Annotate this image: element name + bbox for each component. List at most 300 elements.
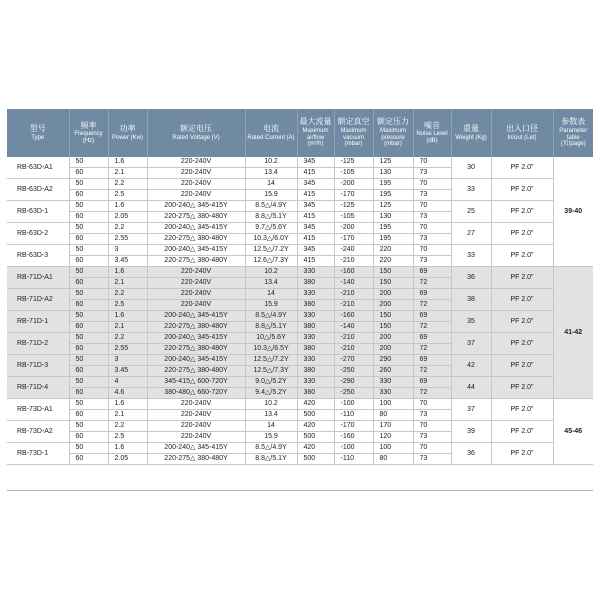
frequency-value: 50 <box>69 223 108 234</box>
noise-level-value: 73 <box>413 256 451 267</box>
max-pressure-value: 200 <box>373 344 413 355</box>
noise-level-value: 72 <box>413 322 451 333</box>
header-frequency-cn: 频率 <box>80 120 97 130</box>
noise-level-value: 70 <box>413 245 451 256</box>
model-type: RB-63D-2 <box>7 223 69 245</box>
max-vacuum-value: -210 <box>334 300 373 311</box>
header-parameter-table <box>553 109 593 157</box>
max-vacuum-value: -240 <box>334 245 373 256</box>
max-pressure-value: 195 <box>373 179 413 190</box>
table-row <box>7 311 593 322</box>
spec-body <box>7 157 593 465</box>
model-type: RB-63D-A1 <box>7 157 69 179</box>
rated-voltage-value: 220-240V <box>147 278 245 289</box>
header-rated-current <box>245 109 297 157</box>
header-frequency-en: Frequency (Hz) <box>74 131 103 144</box>
power-value: 2.2 <box>108 333 147 344</box>
model-type: RB-63D-1 <box>7 201 69 223</box>
weight-value: 25 <box>451 201 491 223</box>
header-power-en: Power (Kw) <box>111 134 143 141</box>
max-airflow-value: 420 <box>297 421 334 432</box>
model-type: RB-63D-3 <box>7 245 69 267</box>
header-type <box>7 109 69 157</box>
frequency-value: 60 <box>69 190 108 201</box>
header-in-out-en: In/out (Let) <box>507 134 537 141</box>
model-type: RB-71D-1 <box>7 311 69 333</box>
max-vacuum-value: -270 <box>334 355 373 366</box>
table-row <box>7 245 593 256</box>
parameter-page-value: 45-46 <box>553 399 593 465</box>
max-airflow-value: 420 <box>297 443 334 454</box>
max-airflow-value: 500 <box>297 432 334 443</box>
rated-voltage-value: 220-275△ 380-480Y <box>147 322 245 333</box>
rated-voltage-value: 220-240V <box>147 168 245 179</box>
table-row <box>7 223 593 234</box>
table-bottom-rule <box>7 490 593 491</box>
max-vacuum-value: -170 <box>334 190 373 201</box>
power-value: 4.6 <box>108 388 147 399</box>
in-out-value: PF 2.0" <box>491 333 553 355</box>
max-pressure-value: 200 <box>373 333 413 344</box>
frequency-value: 60 <box>69 432 108 443</box>
max-airflow-value: 415 <box>297 256 334 267</box>
rated-current-value: 8.5△/4.9Y <box>245 201 297 212</box>
rated-current-value: 10.2 <box>245 267 297 278</box>
noise-level-value: 70 <box>413 443 451 454</box>
rated-voltage-value: 220-240V <box>147 267 245 278</box>
rated-current-value: 8.5△/4.9Y <box>245 443 297 454</box>
table-row <box>7 333 593 344</box>
rated-voltage-value: 200-240△ 345-415Y <box>147 355 245 366</box>
header-max-vacuum <box>334 109 373 157</box>
in-out-value: PF 2.0" <box>491 443 553 465</box>
rated-voltage-value: 220-275△ 380-480Y <box>147 344 245 355</box>
frequency-value: 60 <box>69 344 108 355</box>
weight-value: 27 <box>451 223 491 245</box>
noise-level-value: 69 <box>413 333 451 344</box>
frequency-value: 50 <box>69 289 108 300</box>
max-vacuum-value: -125 <box>334 157 373 168</box>
max-airflow-value: 330 <box>297 377 334 388</box>
noise-level-value: 70 <box>413 179 451 190</box>
rated-current-value: 12.6△/7.3Y <box>245 256 297 267</box>
parameter-page-value: 41-42 <box>553 267 593 399</box>
max-vacuum-value: -100 <box>334 399 373 410</box>
rated-voltage-value: 200-240△ 345-415Y <box>147 311 245 322</box>
max-vacuum-value: -210 <box>334 333 373 344</box>
header-power <box>108 109 147 157</box>
rated-voltage-value: 200-240△ 345-415Y <box>147 443 245 454</box>
weight-value: 30 <box>451 157 491 179</box>
frequency-value: 60 <box>69 168 108 179</box>
max-vacuum-value: -210 <box>334 256 373 267</box>
max-pressure-value: 260 <box>373 366 413 377</box>
in-out-value: PF 2.0" <box>491 399 553 421</box>
in-out-value: PF 2.0" <box>491 377 553 399</box>
rated-voltage-value: 200-240△ 345-415Y <box>147 201 245 212</box>
header-weight-en: Weight (Kg) <box>455 134 487 141</box>
weight-value: 35 <box>451 311 491 333</box>
frequency-value: 50 <box>69 421 108 432</box>
model-type: RB-71D-4 <box>7 377 69 399</box>
noise-level-value: 69 <box>413 289 451 300</box>
header-weight-cn: 重量 <box>463 123 479 133</box>
in-out-value: PF 2.0" <box>491 311 553 333</box>
noise-level-value: 72 <box>413 344 451 355</box>
power-value: 2.05 <box>108 454 147 465</box>
power-value: 2.1 <box>108 278 147 289</box>
max-airflow-value: 380 <box>297 322 334 333</box>
rated-current-value: 13.4 <box>245 168 297 179</box>
model-type: RB-71D-3 <box>7 355 69 377</box>
max-vacuum-value: -160 <box>334 432 373 443</box>
header-max-airflow-cn: 最大流量 <box>299 117 332 127</box>
frequency-value: 50 <box>69 267 108 278</box>
rated-voltage-value: 200-240△ 345-415Y <box>147 333 245 344</box>
max-airflow-value: 415 <box>297 190 334 201</box>
power-value: 2.2 <box>108 421 147 432</box>
rated-voltage-value: 220-275△ 380-480Y <box>147 234 245 245</box>
weight-value: 44 <box>451 377 491 399</box>
noise-level-value: 73 <box>413 432 451 443</box>
max-airflow-value: 330 <box>297 333 334 344</box>
parameter-page-value: 39-40 <box>553 157 593 267</box>
max-airflow-value: 500 <box>297 454 334 465</box>
max-pressure-value: 130 <box>373 212 413 223</box>
model-type: RB-71D-A1 <box>7 267 69 289</box>
noise-level-value: 70 <box>413 399 451 410</box>
in-out-value: PF 2.0" <box>491 267 553 289</box>
rated-current-value: 12.5△/7.2Y <box>245 245 297 256</box>
table-row <box>7 157 593 168</box>
max-vacuum-value: -110 <box>334 410 373 421</box>
max-vacuum-value: -110 <box>334 454 373 465</box>
header-weight <box>451 109 491 157</box>
max-vacuum-value: -210 <box>334 289 373 300</box>
power-value: 2.5 <box>108 190 147 201</box>
max-airflow-value: 380 <box>297 278 334 289</box>
max-airflow-value: 380 <box>297 366 334 377</box>
header-parameter-table-en: Parameter table (页/page) <box>559 128 588 148</box>
weight-value: 42 <box>451 355 491 377</box>
rated-voltage-value: 220-240V <box>147 421 245 432</box>
header-power-cn: 功率 <box>119 123 136 133</box>
rated-voltage-value: 200-240△ 345-415Y <box>147 223 245 234</box>
header-max-pressure <box>373 109 413 157</box>
max-pressure-value: 150 <box>373 278 413 289</box>
max-pressure-value: 150 <box>373 322 413 333</box>
max-pressure-value: 195 <box>373 190 413 201</box>
header-frequency <box>69 109 108 157</box>
max-pressure-value: 220 <box>373 256 413 267</box>
max-pressure-value: 195 <box>373 234 413 245</box>
rated-voltage-value: 200-240△ 345-415Y <box>147 245 245 256</box>
max-pressure-value: 125 <box>373 157 413 168</box>
frequency-value: 60 <box>69 322 108 333</box>
max-airflow-value: 380 <box>297 300 334 311</box>
table-row <box>7 355 593 366</box>
weight-value: 37 <box>451 399 491 421</box>
frequency-value: 60 <box>69 234 108 245</box>
noise-level-value: 73 <box>413 190 451 201</box>
table-row <box>7 399 593 410</box>
header-in-out <box>491 109 553 157</box>
rated-voltage-value: 220-240V <box>147 399 245 410</box>
rated-current-value: 13.4 <box>245 278 297 289</box>
frequency-value: 50 <box>69 355 108 366</box>
max-airflow-value: 345 <box>297 223 334 234</box>
frequency-value: 50 <box>69 443 108 454</box>
frequency-value: 60 <box>69 256 108 267</box>
frequency-value: 50 <box>69 333 108 344</box>
max-airflow-value: 345 <box>297 157 334 168</box>
frequency-value: 60 <box>69 300 108 311</box>
max-vacuum-value: -105 <box>334 212 373 223</box>
in-out-value: PF 2.0" <box>491 179 553 201</box>
power-value: 2.2 <box>108 223 147 234</box>
header-max-vacuum-cn: 额定真空 <box>337 117 370 127</box>
max-pressure-value: 130 <box>373 168 413 179</box>
max-airflow-value: 415 <box>297 168 334 179</box>
table-row <box>7 179 593 190</box>
header-row <box>7 109 593 157</box>
table-row <box>7 443 593 454</box>
max-pressure-value: 120 <box>373 432 413 443</box>
header-rated-current-en: Rated Current (A) <box>247 134 295 141</box>
frequency-value: 50 <box>69 399 108 410</box>
power-value: 2.1 <box>108 410 147 421</box>
model-type: RB-63D-A2 <box>7 179 69 201</box>
weight-value: 38 <box>451 289 491 311</box>
power-value: 2.5 <box>108 300 147 311</box>
rated-current-value: 9.0△/5.2Y <box>245 377 297 388</box>
rated-voltage-value: 345-415△ 600-720Y <box>147 377 245 388</box>
max-vacuum-value: -250 <box>334 388 373 399</box>
noise-level-value: 70 <box>413 157 451 168</box>
header-type-cn: 型号 <box>29 123 46 133</box>
rated-current-value: 12.5△/7.3Y <box>245 366 297 377</box>
model-type: RB-73D-1 <box>7 443 69 465</box>
in-out-value: PF 2.0" <box>491 223 553 245</box>
power-value: 1.6 <box>108 311 147 322</box>
max-pressure-value: 170 <box>373 421 413 432</box>
max-vacuum-value: -170 <box>334 421 373 432</box>
rated-voltage-value: 220-275△ 380-480Y <box>147 366 245 377</box>
max-airflow-value: 330 <box>297 289 334 300</box>
frequency-value: 50 <box>69 377 108 388</box>
rated-current-value: 12.5△/7.2Y <box>245 355 297 366</box>
header-rated-voltage-en: Rated Voltage (V) <box>172 134 220 141</box>
max-vacuum-value: -160 <box>334 267 373 278</box>
noise-level-value: 69 <box>413 377 451 388</box>
max-pressure-value: 330 <box>373 388 413 399</box>
max-pressure-value: 125 <box>373 201 413 212</box>
noise-level-value: 73 <box>413 212 451 223</box>
weight-value: 33 <box>451 179 491 201</box>
power-value: 3.45 <box>108 366 147 377</box>
model-type: RB-71D-2 <box>7 333 69 355</box>
rated-current-value: 15.9 <box>245 432 297 443</box>
rated-current-value: 9.4△/5.2Y <box>245 388 297 399</box>
in-out-value: PF 2.0" <box>491 157 553 179</box>
power-value: 3 <box>108 245 147 256</box>
rated-voltage-value: 220-240V <box>147 410 245 421</box>
power-value: 3 <box>108 355 147 366</box>
noise-level-value: 70 <box>413 223 451 234</box>
noise-level-value: 73 <box>413 234 451 245</box>
rated-current-value: 8.8△/5.1Y <box>245 322 297 333</box>
max-vacuum-value: -170 <box>334 234 373 245</box>
max-pressure-value: 150 <box>373 267 413 278</box>
header-parameter-table-cn: 参数表 <box>561 117 586 127</box>
max-pressure-value: 330 <box>373 377 413 388</box>
noise-level-value: 73 <box>413 168 451 179</box>
rated-voltage-value: 380-480△ 660-720Y <box>147 388 245 399</box>
max-vacuum-value: -100 <box>334 443 373 454</box>
rated-current-value: 9.7△/5.6Y <box>245 223 297 234</box>
header-rated-voltage <box>147 109 245 157</box>
header-max-vacuum-en: Maximum vacuum (mbar) <box>340 128 367 148</box>
frequency-value: 50 <box>69 311 108 322</box>
max-vacuum-value: -200 <box>334 179 373 190</box>
max-vacuum-value: -200 <box>334 223 373 234</box>
header-noise-level-cn: 噪音 <box>424 120 440 130</box>
max-airflow-value: 500 <box>297 410 334 421</box>
rated-voltage-value: 220-275△ 380-480Y <box>147 212 245 223</box>
max-pressure-value: 220 <box>373 245 413 256</box>
in-out-value: PF 2.0" <box>491 245 553 267</box>
noise-level-value: 69 <box>413 267 451 278</box>
frequency-value: 60 <box>69 278 108 289</box>
table-row <box>7 421 593 432</box>
noise-level-value: 70 <box>413 421 451 432</box>
max-airflow-value: 380 <box>297 344 334 355</box>
max-airflow-value: 330 <box>297 355 334 366</box>
max-airflow-value: 420 <box>297 399 334 410</box>
table-row <box>7 289 593 300</box>
noise-level-value: 72 <box>413 300 451 311</box>
max-pressure-value: 200 <box>373 289 413 300</box>
model-type: RB-73D-A2 <box>7 421 69 443</box>
noise-level-value: 72 <box>413 388 451 399</box>
spec-table <box>7 109 593 465</box>
max-pressure-value: 150 <box>373 311 413 322</box>
power-value: 4 <box>108 377 147 388</box>
rated-current-value: 13.4 <box>245 410 297 421</box>
in-out-value: PF 2.0" <box>491 421 553 443</box>
max-airflow-value: 345 <box>297 201 334 212</box>
max-vacuum-value: -210 <box>334 344 373 355</box>
power-value: 1.6 <box>108 157 147 168</box>
frequency-value: 60 <box>69 410 108 421</box>
noise-level-value: 70 <box>413 201 451 212</box>
noise-level-value: 69 <box>413 311 451 322</box>
header-noise-level-en: Noise Level (dB) <box>416 131 448 144</box>
frequency-value: 50 <box>69 179 108 190</box>
rated-voltage-value: 220-240V <box>147 432 245 443</box>
frequency-value: 50 <box>69 201 108 212</box>
header-in-out-cn: 出入口径 <box>506 123 538 133</box>
power-value: 1.6 <box>108 399 147 410</box>
max-pressure-value: 100 <box>373 399 413 410</box>
header-max-pressure-en: Maximum pressure (mbar) <box>379 128 406 148</box>
weight-value: 39 <box>451 421 491 443</box>
rated-voltage-value: 220-240V <box>147 300 245 311</box>
rated-voltage-value: 220-240V <box>147 179 245 190</box>
table-row <box>7 267 593 278</box>
max-pressure-value: 80 <box>373 454 413 465</box>
weight-value: 33 <box>451 245 491 267</box>
max-pressure-value: 100 <box>373 443 413 454</box>
max-pressure-value: 200 <box>373 300 413 311</box>
frequency-value: 50 <box>69 157 108 168</box>
in-out-value: PF 2.0" <box>491 289 553 311</box>
max-pressure-value: 290 <box>373 355 413 366</box>
rated-current-value: 14 <box>245 421 297 432</box>
max-airflow-value: 330 <box>297 311 334 322</box>
header-max-pressure-cn: 额定压力 <box>377 117 409 127</box>
power-value: 1.6 <box>108 443 147 454</box>
noise-level-value: 73 <box>413 410 451 421</box>
table-row <box>7 377 593 388</box>
frequency-value: 60 <box>69 388 108 399</box>
header-rated-current-cn: 电流 <box>263 123 279 133</box>
noise-level-value: 72 <box>413 366 451 377</box>
weight-value: 36 <box>451 443 491 465</box>
power-value: 2.2 <box>108 289 147 300</box>
max-vacuum-value: -105 <box>334 168 373 179</box>
max-airflow-value: 345 <box>297 245 334 256</box>
max-vacuum-value: -290 <box>334 377 373 388</box>
power-value: 2.1 <box>108 168 147 179</box>
rated-voltage-value: 220-240V <box>147 289 245 300</box>
max-airflow-value: 330 <box>297 267 334 278</box>
model-type: RB-73D-A1 <box>7 399 69 421</box>
power-value: 1.6 <box>108 201 147 212</box>
header-noise-level <box>413 109 451 157</box>
power-value: 2.2 <box>108 179 147 190</box>
frequency-value: 60 <box>69 366 108 377</box>
header-type-en: Type <box>31 134 45 141</box>
power-value: 2.1 <box>108 322 147 333</box>
header-rated-voltage-cn: 额定电压 <box>180 123 212 133</box>
weight-value: 36 <box>451 267 491 289</box>
rated-voltage-value: 220-240V <box>147 157 245 168</box>
frequency-value: 60 <box>69 454 108 465</box>
max-airflow-value: 345 <box>297 179 334 190</box>
noise-level-value: 69 <box>413 355 451 366</box>
rated-current-value: 8.8△/5.1Y <box>245 454 297 465</box>
max-vacuum-value: -140 <box>334 322 373 333</box>
max-pressure-value: 80 <box>373 410 413 421</box>
max-airflow-value: 415 <box>297 212 334 223</box>
in-out-value: PF 2.0" <box>491 355 553 377</box>
power-value: 1.6 <box>108 267 147 278</box>
power-value: 2.55 <box>108 234 147 245</box>
in-out-value: PF 2.0" <box>491 201 553 223</box>
frequency-value: 60 <box>69 212 108 223</box>
rated-current-value: 8.5△/4.9Y <box>245 311 297 322</box>
power-value: 2.55 <box>108 344 147 355</box>
rated-voltage-value: 220-240V <box>147 190 245 201</box>
max-airflow-value: 380 <box>297 388 334 399</box>
rated-current-value: 10△/5.6Y <box>245 333 297 344</box>
rated-current-value: 8.8△/5.1Y <box>245 212 297 223</box>
model-type: RB-71D-A2 <box>7 289 69 311</box>
frequency-value: 50 <box>69 245 108 256</box>
max-pressure-value: 195 <box>373 223 413 234</box>
noise-level-value: 72 <box>413 278 451 289</box>
